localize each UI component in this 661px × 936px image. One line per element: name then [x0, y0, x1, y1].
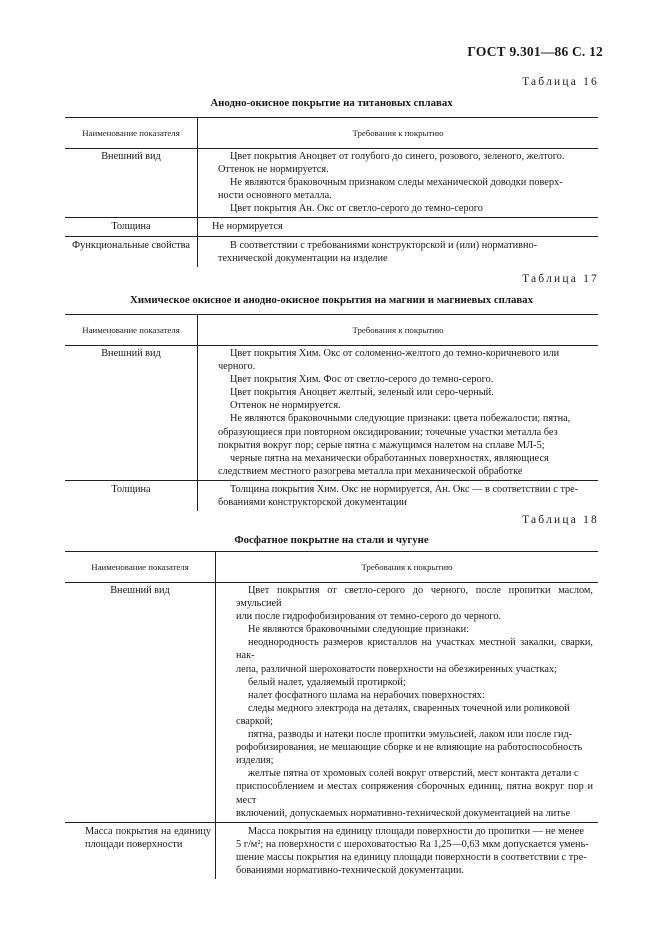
- text-line: Цвет покрытия от светло-серого до черного, после пропитки маслом, эмульсией: [236, 585, 593, 610]
- text-line: Не являются браковочными следующие признаки:: [248, 624, 469, 636]
- text-line: Масса покрытия на единицу площади поверхности до пропитки — не менее: [248, 825, 584, 837]
- text-line: Оттенок не нормируется.: [230, 400, 341, 412]
- row-requirements: [216, 583, 599, 823]
- text-line: шение массы покрытия на единицу площади поверхности в соответствии с тре-: [236, 851, 587, 863]
- text-line: следствием местного разогрева металла при механической обработке: [218, 465, 523, 477]
- table-16: [65, 117, 598, 267]
- text-line: или после гидрофобизирования от темно-серого до черного.: [236, 611, 502, 623]
- text-line: Цвет покрытия Аноцвет от голубого до синего, розового, зеленого, желтого.: [230, 151, 565, 162]
- text-line: Толщина покрытия Хим. Окс не нормируется, Ан. Окс — в соответствии с тре-: [230, 483, 579, 495]
- table-17: [65, 314, 598, 511]
- text-line: Не являются браковочными следующие признаки: цвета побежалости; пятна,: [230, 413, 571, 425]
- row-name: Внешний вид: [110, 585, 170, 596]
- text-line: желтые пятна от хромовых солей вокруг отверстий, мест контакта детали с: [248, 768, 579, 780]
- row-name: Внешний вид: [101, 348, 161, 359]
- col-header-requirements: Требования к покрытию: [198, 315, 599, 346]
- table-18: [65, 551, 598, 879]
- row-name: Толщина: [65, 480, 198, 511]
- table-18-caption: Фосфатное покрытие на стали и чугуне: [234, 534, 429, 546]
- row-name: Толщина: [65, 218, 198, 236]
- row-requirements: [198, 236, 599, 267]
- row-requirements: [198, 218, 599, 236]
- text-line: покрытия вокруг пор; серые пятна с мажущимся налетом на сплаве МЛ-5;: [218, 439, 545, 451]
- table-17-caption: Химическое окисное и анодно-окисное покрытия на магнии и магниевых сплавах: [130, 294, 533, 306]
- text-line: бованиями нормативно-технической документации.: [236, 864, 464, 876]
- col-header-requirements: Требования к покрытию: [216, 552, 599, 583]
- text-line: В соответствии с требованиями конструкторской и (или) нормативно-: [230, 239, 538, 251]
- table-18-number: Таблица 18: [522, 514, 599, 526]
- text-line: Не нормируется: [212, 221, 283, 233]
- row-requirements: [216, 822, 599, 879]
- page-header: ГОСТ 9.301—86 С. 12: [467, 44, 603, 59]
- text-line: включений, допускаемых нормативно-технической документацией на литье: [236, 807, 571, 819]
- table-17-number: Таблица 17: [522, 273, 599, 285]
- row-requirements: [198, 149, 599, 218]
- text-line: 5 г/м²; на поверхности с шероховатостью Ra 1,25—0,63 мкм допускается умень-: [236, 838, 589, 850]
- row-name: Функциональные свойства: [65, 236, 198, 267]
- text-line: ности основного металла.: [218, 190, 332, 202]
- text-line: технической документации на изделие: [218, 252, 388, 264]
- text-line: изделия;: [236, 755, 274, 767]
- text-line: бованиями конструкторской документации: [218, 497, 407, 509]
- text-line: приспособлением и местах сопряжения сборочных единиц, пятна вокруг пор и мест: [236, 781, 593, 806]
- text-line: Не являются браковочным признаком следы механической доводки поверх-: [230, 177, 563, 189]
- col-header-name: Наименование показателя: [65, 118, 198, 149]
- row-name: Масса покрытия на единицу площади поверхности: [65, 822, 216, 879]
- text-line: Цвет покрытия Хим. Окс от соломенно-желтого до темно-коричневого или: [230, 348, 560, 359]
- row-requirements: [198, 480, 599, 511]
- table-16-caption: Анодно-окисное покрытие на титановых сплавах: [210, 97, 453, 109]
- text-line: черные пятна на механически обработанных поверхностях, являющиеся: [230, 452, 549, 464]
- text-line: Цвет покрытия Хим. Фос от светло-серого до темно-серого.: [230, 374, 494, 386]
- text-line: следы медного электрода на деталях, сваренных точечной или роликовой: [248, 702, 570, 714]
- text-line: черного.: [218, 361, 256, 373]
- text-line: рофобизирования, не мешающие сборке и не влияющие на работоспособность: [236, 742, 583, 754]
- col-header-name: Наименование показателя: [65, 552, 216, 583]
- text-line: образующиеся при повторном оксидировании; точечные участки металла без: [218, 426, 558, 438]
- row-name: Внешний вид: [101, 151, 161, 162]
- text-line: лепа, различной шероховатости поверхности на обезжиренных участках;: [236, 663, 557, 675]
- text-line: сваркой;: [236, 715, 274, 727]
- col-header-requirements: Требования к покрытию: [198, 118, 599, 149]
- text-line: неоднородность размеров кристаллов на участках местной закалки, сварки, нак-: [236, 637, 593, 662]
- table-16-number: Таблица 16: [522, 76, 599, 88]
- text-line: налет фосфатного шлама на нерабочих поверхностях:: [248, 689, 485, 701]
- text-line: Цвет покрытия Аноцвет желтый, зеленый или серо-черный.: [230, 387, 494, 399]
- text-line: Цвет покрытия Ан. Окс от светло-серого до темно-серого: [230, 203, 483, 215]
- text-line: пятна, разводы и натеки после пропитки эмульсией, лаком или после гид-: [248, 729, 573, 741]
- col-header-name: Наименование показателя: [65, 315, 198, 346]
- text-line: Оттенок не нормируется.: [218, 164, 329, 176]
- row-requirements: [198, 346, 599, 481]
- text-line: белый налет, удаляемый протиркой;: [248, 676, 406, 688]
